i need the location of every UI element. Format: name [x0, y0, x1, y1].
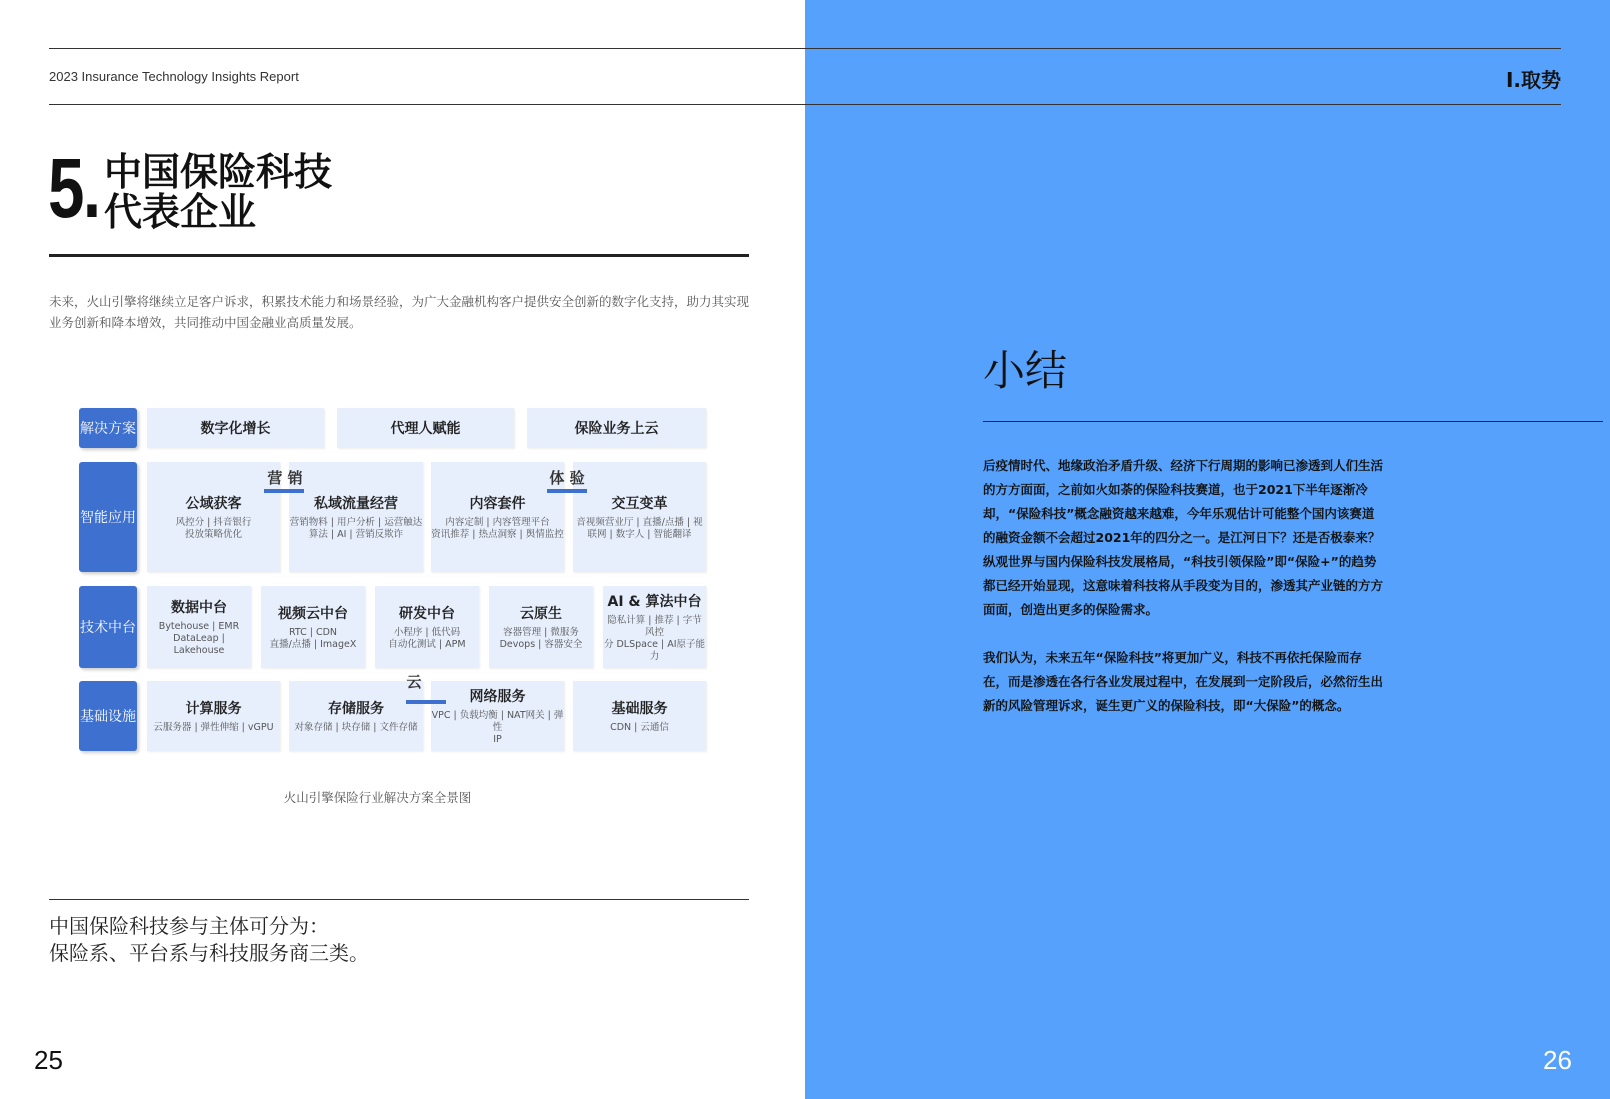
summary-paragraph-1: 后疫情时代、地缘政治矛盾升级、经济下行周期的影响已渗透到人们生活的方方面面，之前如火如荼的保险科技赛道，也于2021下半年逐渐冷却，“保险科技”概念融资越来越难，今年乐观估计可能整个国内该赛道的融资金额不会超过2021年的四分之一。是江河日下？还是否极泰来？纵观世界与国内保险科技发展格局，“科技引领保险”即“保险+”的趋势都已经开始显现，这意味着科技将从手段变为目的，渗透其产业链的方方面面，创造出更多的保险需求。 — [983, 458, 1384, 617]
tech-sub: Bytehouse | EMR — [158, 621, 240, 632]
infra-sub: 云服务器 | 弹性伸缩 | vGPU — [153, 722, 274, 733]
page-number-right: 26 — [1543, 1045, 1572, 1075]
solution-title: 保险业务上云 — [574, 421, 659, 437]
app-sub: 算法 | AI | 营销反欺诈 — [308, 529, 404, 540]
participants-line2: 保险系、平台系与科技服务商三类。 — [49, 941, 369, 965]
app-sub: 风控分 | 抖音银行 — [175, 517, 252, 528]
app-sub: 投放策略优化 — [184, 529, 242, 540]
section-title-line2: 代表企业 — [104, 190, 257, 234]
tech-sub: 隐私计算 | 推荐 | 字节风控 — [607, 615, 702, 638]
group-underline — [264, 489, 304, 493]
tech-sub: Devops | 容器安全 — [499, 639, 583, 650]
section-title-rule — [49, 254, 749, 257]
infra-sub: CDN | 云通信 — [610, 722, 669, 733]
summary-body — [983, 454, 1383, 742]
infra-sub: 对象存储 | 块存储 | 文件存储 — [294, 722, 418, 733]
tech-cell — [147, 586, 251, 668]
tech-title: AI & 算法中台 — [607, 594, 702, 610]
infra-sub: IP — [493, 734, 502, 745]
tech-sub: DataLeap | Lakehouse — [173, 633, 225, 656]
bottom-rule — [49, 899, 749, 900]
group-underline — [547, 489, 587, 493]
app-title: 交互变革 — [611, 496, 668, 512]
group-label-marketing: 营 销 — [267, 469, 303, 487]
row-label-solutions: 解决方案 — [79, 408, 137, 448]
page-number-left: 25 — [34, 1045, 63, 1075]
tech-cell — [603, 586, 706, 668]
tech-sub: RTC | CDN — [288, 627, 338, 638]
app-sub: 资讯推荐 | 热点洞察 | 舆情监控 — [431, 529, 564, 540]
row-label-infra: 基础设施 — [79, 681, 137, 751]
summary-paragraph-2: 我们认为，未来五年“保险科技”将更加广义，科技不再依托保险而存在，而是渗透在各行各业发展过程中，在发展到一定阶段后，必然衍生出新的风险管理诉求，诞生更广义的保险科技，即“大保险”的概念。 — [983, 650, 1384, 713]
app-title: 公域获客 — [185, 496, 242, 512]
infra-title: 存储服务 — [328, 701, 384, 717]
participants-line1: 中国保险科技参与主体可分为： — [49, 914, 329, 938]
section-number: 5. — [48, 141, 100, 235]
infra-title: 基础服务 — [611, 701, 668, 717]
infra-cell — [147, 681, 280, 751]
app-title: 私域流量经营 — [314, 496, 398, 512]
summary-title: 小结 — [983, 346, 1068, 395]
participants-summary — [49, 913, 369, 967]
group-underline — [406, 700, 446, 704]
app-sub: 音视频营业厅 | 直播/点播 | 视 — [576, 517, 703, 528]
app-sub: 营销物料 | 用户分析 | 运营触达 — [289, 517, 423, 528]
section-title-line1: 中国保险科技 — [104, 150, 333, 194]
row-label-apps: 智能应用 — [79, 462, 137, 572]
tech-title: 研发中台 — [399, 606, 455, 622]
infra-cell — [573, 681, 706, 751]
header-top-rule — [49, 48, 1561, 49]
solution-cell — [527, 408, 706, 448]
tech-cell — [261, 586, 365, 668]
group-label-cloud: 云 — [406, 673, 422, 691]
tech-title: 云原生 — [520, 606, 562, 622]
tech-sub: 分 DLSpace | AI原子能力 — [603, 639, 706, 662]
row-label-tech: 技术中台 — [79, 586, 137, 668]
report-title: 2023 Insurance Technology Insights Report — [49, 69, 299, 84]
app-title: 内容套件 — [469, 496, 526, 512]
summary-rule — [983, 421, 1603, 422]
section-title — [104, 152, 332, 232]
tech-sub: 自动化测试 | APM — [388, 639, 466, 650]
app-sub: 联网 | 数字人 | 智能翻译 — [587, 529, 692, 540]
intro-paragraph: 未来，火山引擎将继续立足客户诉求，积累技术能力和场景经验，为广大金融机构客户提供安全创新的数字化支持，助力其实现业务创新和降本增效，共同推动中国金融业高质量发展。 — [49, 294, 750, 330]
solution-title: 代理人赋能 — [390, 421, 461, 437]
infra-sub: VPC | 负载均衡 | NAT网关 | 弹性 — [431, 710, 564, 733]
infra-title: 网络服务 — [469, 689, 526, 705]
group-label-experience: 体 验 — [549, 469, 585, 487]
tech-cell — [375, 586, 479, 668]
chapter-label: Ⅰ.取势 — [1505, 68, 1561, 92]
solution-cell — [147, 408, 324, 448]
tech-title: 视频云中台 — [278, 606, 348, 622]
infra-cell — [431, 681, 564, 751]
tech-sub: 容器管理 | 微服务 — [503, 627, 579, 638]
solution-title: 数字化增长 — [200, 421, 271, 437]
app-sub: 内容定制 | 内容管理平台 — [445, 517, 550, 528]
header-bottom-rule — [49, 104, 1561, 105]
tech-cell — [489, 586, 593, 668]
infra-title: 计算服务 — [185, 701, 242, 717]
solution-diagram — [79, 405, 711, 755]
solution-cell — [337, 408, 514, 448]
tech-sub: 直播/点播 | ImageX — [269, 639, 357, 650]
tech-sub: 小程序 | 低代码 — [393, 627, 461, 638]
diagram-caption: 火山引擎保险行业解决方案全景图 — [283, 790, 472, 805]
tech-title: 数据中台 — [171, 600, 227, 616]
